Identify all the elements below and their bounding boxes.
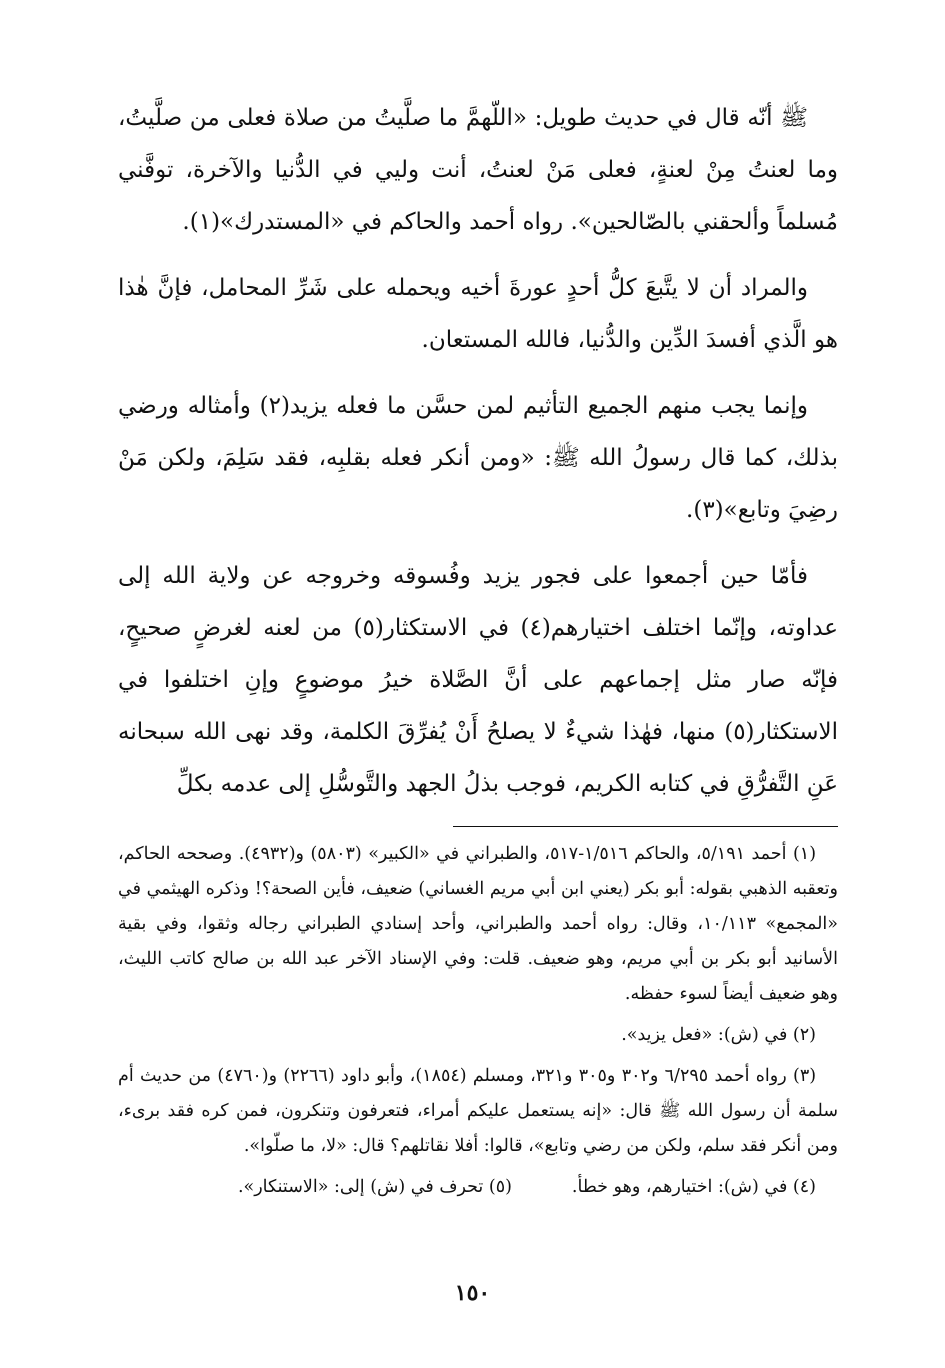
body-paragraph-3: وإنما يجب منهم الجميع التأثيم لمن حسَّن ما فعله يزيد(٢) وأمثاله ورضي بذلك، كما قال رسولُ الله ﷺ: «ومن أنكر فعله بقلبِه، فقد سَلِمَ، ولكن مَنْ رضِيَ وتابع»(٣).: [118, 393, 838, 523]
page-body: [118, 92, 838, 1205]
footnotes: [118, 837, 838, 1205]
footnote-1: (١) أحمد ٥/١٩١، والحاكم ١/٥١٦-٥١٧، والطبراني في «الكبير» (٥٨٠٣) و(٤٩٣٢). وصححه الحاكم، وتعقبه الذهبي بقوله: أبو بكر (يعني ابن أبي مريم الغساني) ضعيف، فأين الصحة؟! وذكره الهيثمي في «المجمع» ١٠/١١٣، وقال: رواه أحمد والطبراني، وأحد إسنادي الطبراني رجاله وثقوا، وفي بقية الأسانيد أبو بكر بن أبي مريم، وهو ضعيف. قلت: وفي الإسناد الآخر عبد الله بن صالح كاتب الليث، وهو ضعيف أيضاً لسوء حفظه.: [118, 844, 839, 1004]
body-paragraph-1: ﷺ أنّه قال في حديث طويل: «اللّهمَّ ما صلَّيتُ من صلاة فعلى من صلَّيتُ، وما لعنتُ مِنْ لعنةٍ، فعلى مَنْ لعنتُ، أنت وليي في الدُّنيا والآخرة، توفَّني مُسلماً وألحقني بالصّالحين». رواه أحمد والحاكم في «المستدرك»(١).: [118, 105, 838, 235]
footnote-row: [118, 1170, 838, 1205]
footnote-2: (٢) في (ش): «فعل يزيد».: [621, 1025, 816, 1045]
page-number: ١٥٠: [454, 1280, 491, 1306]
footnote-3: (٣) رواه أحمد ٦/٢٩٥ و٣٠٢ و٣٠٥ و٣٢١، ومسلم (١٨٥٤)، وأبو داود (٢٢٦٦) و(٤٧٦٠) من حديث أم سلمة أن رسول الله ﷺ قال: «إنه يستعمل عليكم أمراء، فتعرفون وتنكرون، فمن كره فقد برىء، ومن أنكر فقد سلم، ولكن من رضي وتابع»، قالوا: أفلا نقاتلهم؟ قال: «لا، ما صلّوا».: [118, 1066, 838, 1156]
body-paragraph-2: والمراد أن لا يتَّبعَ كلُّ أحدٍ عورةَ أخيه ويحمله على شَرِّ المحامل، فإنَّ هٰذا هو الَّذي أفسدَ الدِّين والدُّنيا، فالله المستعان.: [118, 275, 838, 353]
footnote-4: (٤) في (ش): اختيارهم، وهو خطأ.: [571, 1177, 816, 1197]
footnote-separator: [453, 826, 838, 827]
footnote-5: (٥) تحرف في (ش) إلى: «الاستنكار».: [237, 1177, 512, 1197]
body-paragraph-4: فأمّا حين أجمعوا على فجور يزيد وفُسوقه وخروجه عن ولاية الله إلى عداوته، وإنّما اختلف اختيارهم(٤) في الاستكثار(٥) من لعنه لغرضٍ صحيحٍ، فإنّه صار مثل إجماعهم على أنَّ الصَّلاة خيرُ موضوعٍ وإنِ اختلفوا في الاستكثار(٥) منها، فهٰذا شيءٌ لا يصلحُ أَنْ يُفرِّقَ الكلمة، وقد نهى الله سبحانه عَنِ التَّفرُّقِ في كتابه الكريم، فوجب بذلُ الجهد والتَّوسُّلِ إلى عدمه بكلِّ: [118, 563, 839, 797]
